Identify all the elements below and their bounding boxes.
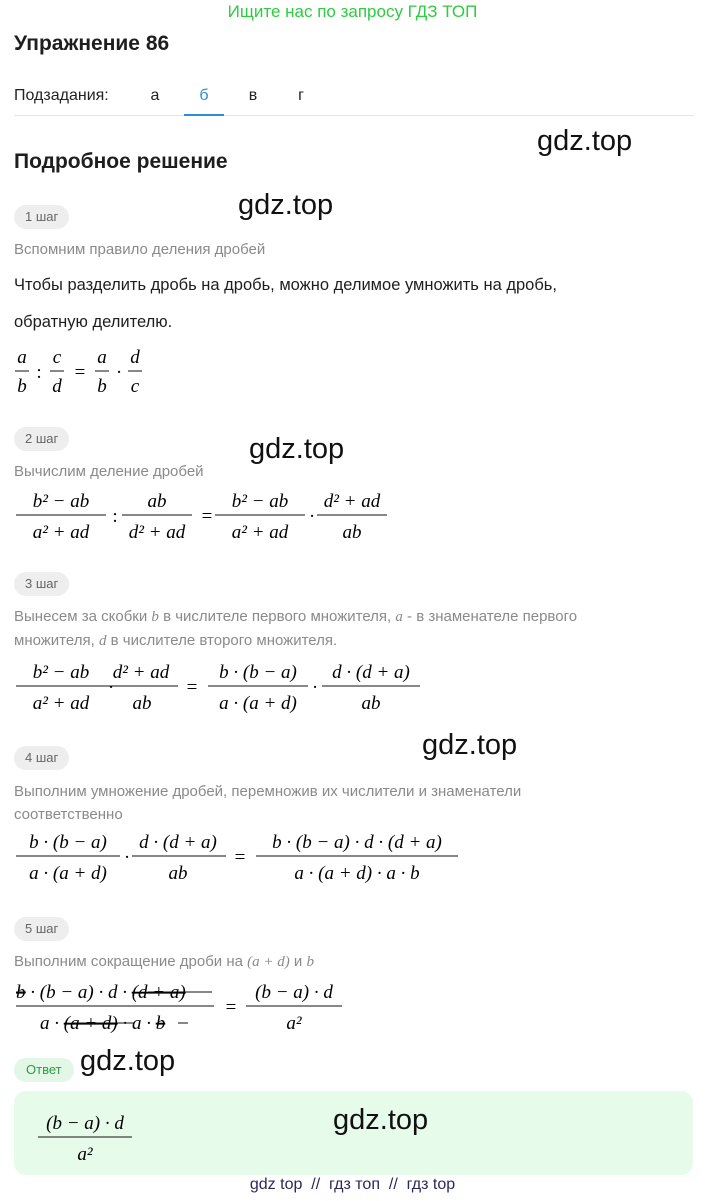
math-token: c <box>52 347 62 368</box>
step-badge: 3 шаг <box>14 572 69 596</box>
desc-var: a <box>395 609 403 625</box>
desc-text: в числителе второго множителя. <box>106 632 338 649</box>
math-token: ab <box>132 693 152 714</box>
answer-badge: Ответ <box>14 1058 74 1082</box>
math-token: a · <box>40 1013 64 1034</box>
struck-token: (a + d) <box>63 1013 118 1034</box>
math-token: · <box>115 362 123 383</box>
math-token: b² − ab <box>32 491 90 512</box>
struck-token: b <box>16 982 26 1003</box>
desc-text: - в знаменателе первого множителя, <box>14 608 578 649</box>
desc-text: и <box>289 953 307 970</box>
footer-links: gdz top // гдз топ // гдз top <box>249 1176 456 1193</box>
step-description: Вычислим деление дробей <box>14 463 204 480</box>
math-token: b <box>17 376 27 397</box>
section-title: Подробное решение <box>14 150 228 173</box>
math-token: : <box>112 506 118 527</box>
math-token: = <box>234 847 246 868</box>
step-badge: 1 шаг <box>14 205 69 229</box>
math-token: b · (b − a) <box>219 662 297 683</box>
desc-expr: (a + d) <box>247 954 290 970</box>
math-token: a · (a + d) <box>29 863 107 884</box>
watermark: gdz.top <box>238 189 334 221</box>
formula-step5 <box>14 978 374 1036</box>
math-token: ab <box>168 863 188 884</box>
math-token: = <box>225 997 237 1018</box>
answer-box <box>14 1091 693 1175</box>
math-token: d <box>130 347 140 368</box>
desc-text: Выполним сокращение дроби на <box>14 953 248 970</box>
math-token: · <box>311 677 319 698</box>
watermark: gdz.top <box>537 125 633 157</box>
subtask-tab-b[interactable]: б <box>184 78 224 116</box>
math-token: d <box>52 376 62 397</box>
math-token: b² − ab <box>231 491 289 512</box>
math-token: (b − a) · d <box>46 1113 124 1134</box>
math-token: d² + ad <box>323 491 381 512</box>
step-text: обратную делителю. <box>14 313 173 331</box>
step-description: Вспомним правило деления дробей <box>14 241 266 258</box>
exercise-title: Упражнение 86 <box>14 32 170 55</box>
math-token: a² + ad <box>32 693 90 714</box>
math-token: ab <box>342 522 362 543</box>
math-token: d · (d + a) <box>332 662 410 683</box>
math-token: b · (b − a) <box>29 832 107 853</box>
subtask-tab-g[interactable]: г <box>298 87 304 104</box>
answer-formula <box>34 1109 144 1165</box>
struck-token: b <box>155 1013 166 1034</box>
step-badge: 4 шаг <box>14 746 69 770</box>
formula-step4 <box>14 828 474 886</box>
formula-division-rule <box>14 344 174 400</box>
math-token: d² + ad <box>112 662 170 683</box>
subtasks-bar <box>14 78 694 116</box>
step-text: Чтобы разделить дробь на дробь, можно делимое умножить на дробь, <box>14 276 557 294</box>
math-token: a² + ad <box>32 522 90 543</box>
math-token: · <box>107 677 115 698</box>
step-description: Выполним умножение дробей, перемножив их числители и знаменатели соответственно <box>14 783 522 823</box>
subtask-tab-v[interactable]: в <box>248 87 258 104</box>
math-token: b <box>97 376 107 397</box>
desc-var: b <box>306 954 314 970</box>
math-token: = <box>74 362 86 383</box>
math-token: a · (a + d) · a · b <box>294 863 420 884</box>
math-token: = <box>201 506 213 527</box>
subtasks-label: Подзадания: <box>14 87 109 104</box>
desc-text: в числителе первого множителя, <box>158 608 396 625</box>
math-token: · <box>308 506 316 527</box>
math-token: · (b − a) · d · <box>25 982 132 1003</box>
desc-var: b <box>151 609 159 625</box>
search-banner: Ищите нас по запросу ГДЗ ТОП <box>227 2 478 21</box>
watermark: gdz.top <box>333 1104 429 1136</box>
math-token: ab <box>147 491 167 512</box>
step-description <box>14 605 654 653</box>
watermark: gdz.top <box>249 433 345 465</box>
subtask-tab-a[interactable]: а <box>150 87 160 104</box>
struck-token: (d + a) <box>131 982 186 1003</box>
step-description <box>14 950 654 974</box>
math-token: ab <box>361 693 381 714</box>
math-token: b² − ab <box>32 662 90 683</box>
watermark: gdz.top <box>80 1045 176 1077</box>
math-token: a² <box>77 1144 93 1165</box>
math-token: c <box>130 376 140 397</box>
math-token: d² + ad <box>128 522 186 543</box>
step-badge: 2 шаг <box>14 427 69 451</box>
math-token: = <box>186 677 198 698</box>
math-token: a² <box>286 1013 302 1034</box>
formula-step3 <box>14 658 434 716</box>
math-token: a² + ad <box>231 522 289 543</box>
step-badge: 5 шаг <box>14 917 69 941</box>
math-token: (b − a) · d <box>255 982 333 1003</box>
formula-step2 <box>14 487 394 545</box>
math-token: · a · <box>117 1013 156 1034</box>
math-token: a <box>17 347 27 368</box>
math-token: d · (d + a) <box>139 832 217 853</box>
math-token: : <box>36 362 42 383</box>
watermark: gdz.top <box>422 729 518 761</box>
math-token: b · (b − a) · d · (d + a) <box>272 832 442 853</box>
math-token: a <box>97 347 107 368</box>
math-token: · <box>123 847 131 868</box>
desc-text: Вынесем за скобки <box>14 608 152 625</box>
desc-var: d <box>98 633 107 649</box>
math-token: a · (a + d) <box>219 693 297 714</box>
